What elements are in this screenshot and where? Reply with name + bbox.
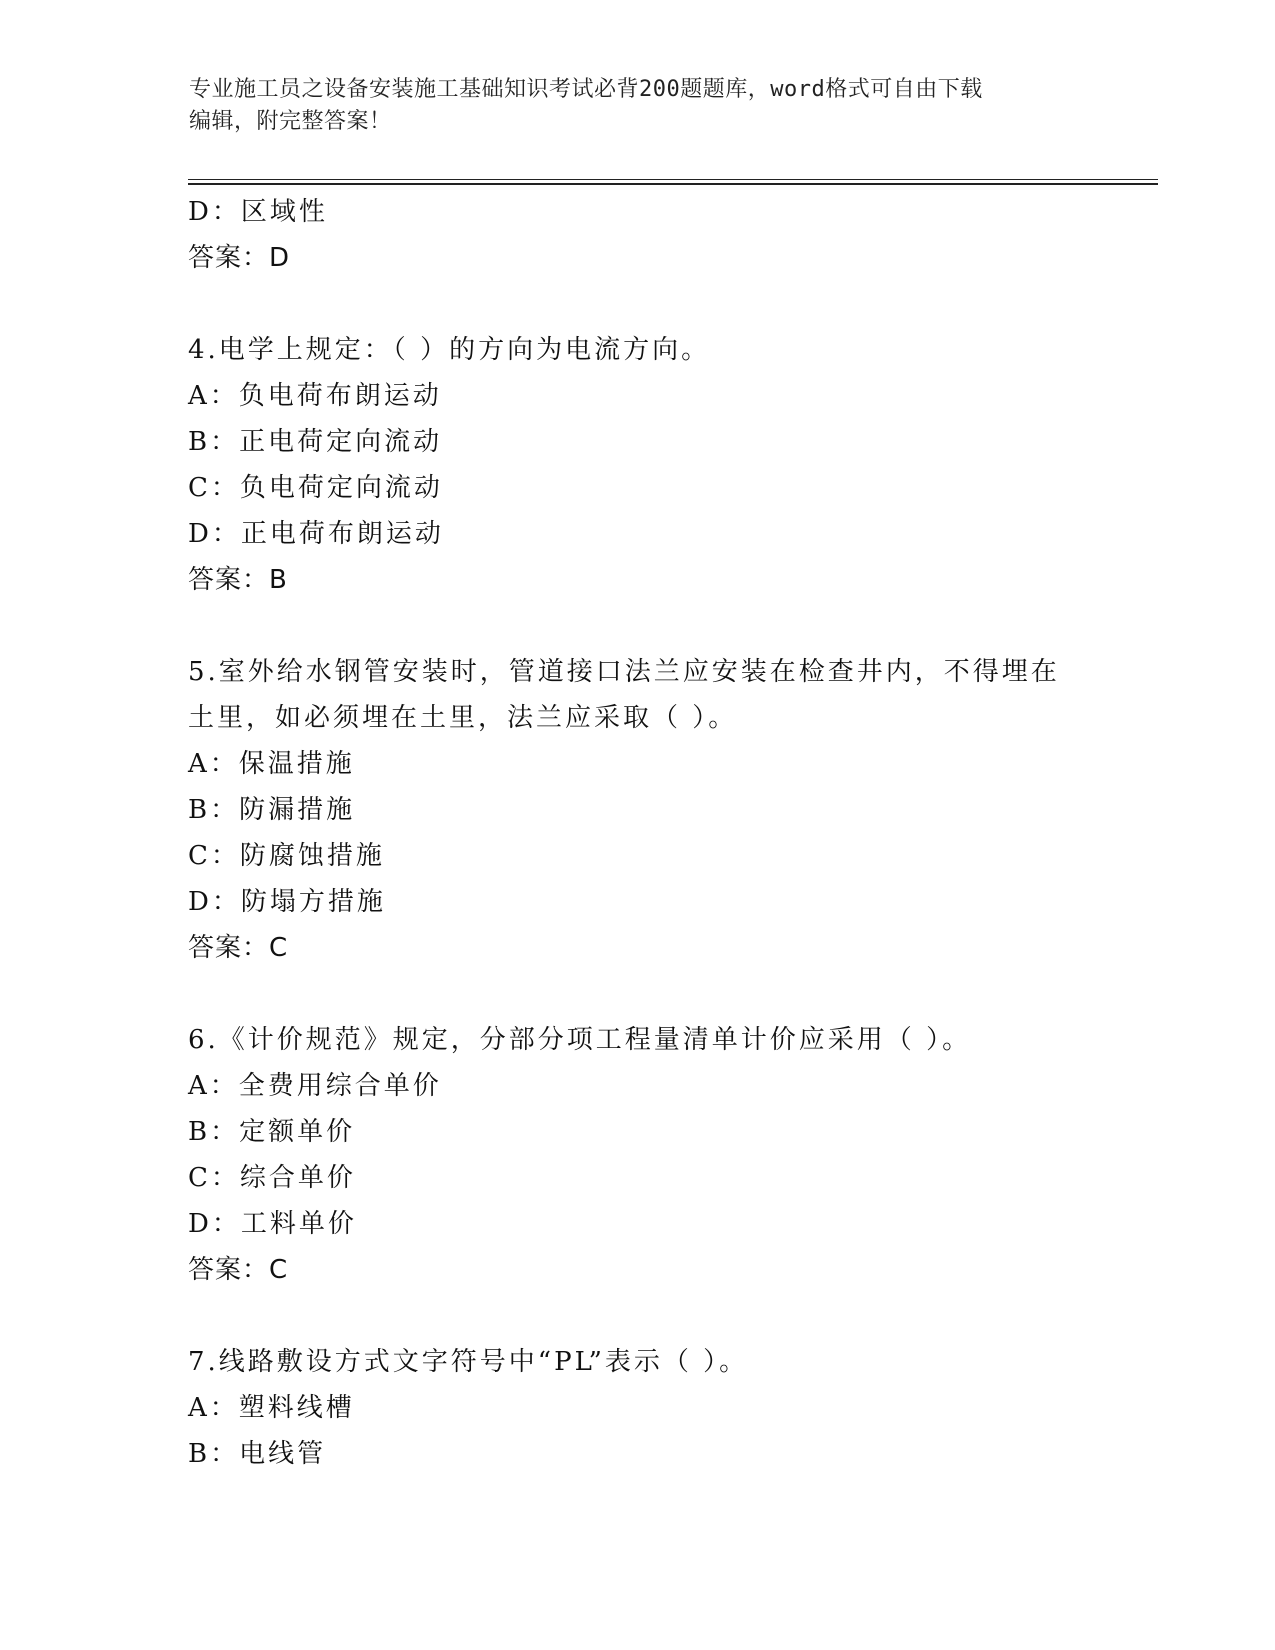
question-4-option-b: B：正电荷定向流动 [188, 427, 443, 457]
question-5-option-c: C：防腐蚀措施 [188, 841, 385, 871]
question-6-option-a: A：全费用综合单价 [188, 1071, 442, 1101]
spacer [188, 1293, 1088, 1339]
question-6-option-d: D：工料单价 [188, 1209, 357, 1239]
question-7-option-a: A：塑料线槽 [188, 1393, 355, 1423]
question-5-option-b: B：防漏措施 [188, 795, 356, 825]
question-3 [188, 189, 1088, 281]
question-4-answer: 答案：B [188, 565, 288, 595]
question-4-stem: 4.电学上规定：（ ）的方向为电流方向。 [188, 335, 711, 365]
header-title-line-2: 编辑，附完整答案！ [189, 109, 392, 134]
header-divider-thick [188, 183, 1158, 185]
question-7-stem: 7.线路敷设方式文字符号中“PL”表示（ ）。 [188, 1347, 749, 1377]
header-divider-thin [188, 179, 1158, 180]
header-title-line-1: 专业施工员之设备安装施工基础知识考试必背200题题库，word格式可自由下载 [189, 77, 983, 102]
question-3-option-d: D：区域性 [188, 197, 328, 227]
question-4-option-c: C：负电荷定向流动 [188, 473, 443, 503]
question-4-option-a: A：负电荷布朗运动 [188, 381, 442, 411]
question-6 [188, 1017, 1088, 1293]
question-4 [188, 327, 1088, 603]
question-5-stem-line-1: 5.室外给水钢管安装时，管道接口法兰应安装在检查井内，不得埋在 [188, 657, 1060, 687]
spacer [188, 603, 1088, 649]
spacer [188, 971, 1088, 1017]
question-6-option-c: C：综合单价 [188, 1163, 356, 1193]
question-3-answer: 答案：D [188, 243, 291, 273]
spacer [188, 281, 1088, 327]
document-header [189, 74, 1069, 138]
question-7 [188, 1339, 1088, 1477]
question-5-answer: 答案：C [188, 933, 289, 963]
question-7-option-b: B：电线管 [188, 1439, 327, 1469]
question-list [188, 189, 1088, 1477]
question-5-option-d: D：防塌方措施 [188, 887, 386, 917]
question-6-answer: 答案：C [188, 1255, 289, 1285]
question-5-option-a: A：保温措施 [188, 749, 355, 779]
question-5 [188, 649, 1088, 971]
question-4-option-d: D：正电荷布朗运动 [188, 519, 444, 549]
question-6-stem: 6.《计价规范》规定，分部分项工程量清单计价应采用（ ）。 [188, 1025, 972, 1055]
question-6-option-b: B：定额单价 [188, 1117, 356, 1147]
question-5-stem-line-2: 土里，如必须埋在土里，法兰应采取（ ）。 [188, 703, 738, 733]
